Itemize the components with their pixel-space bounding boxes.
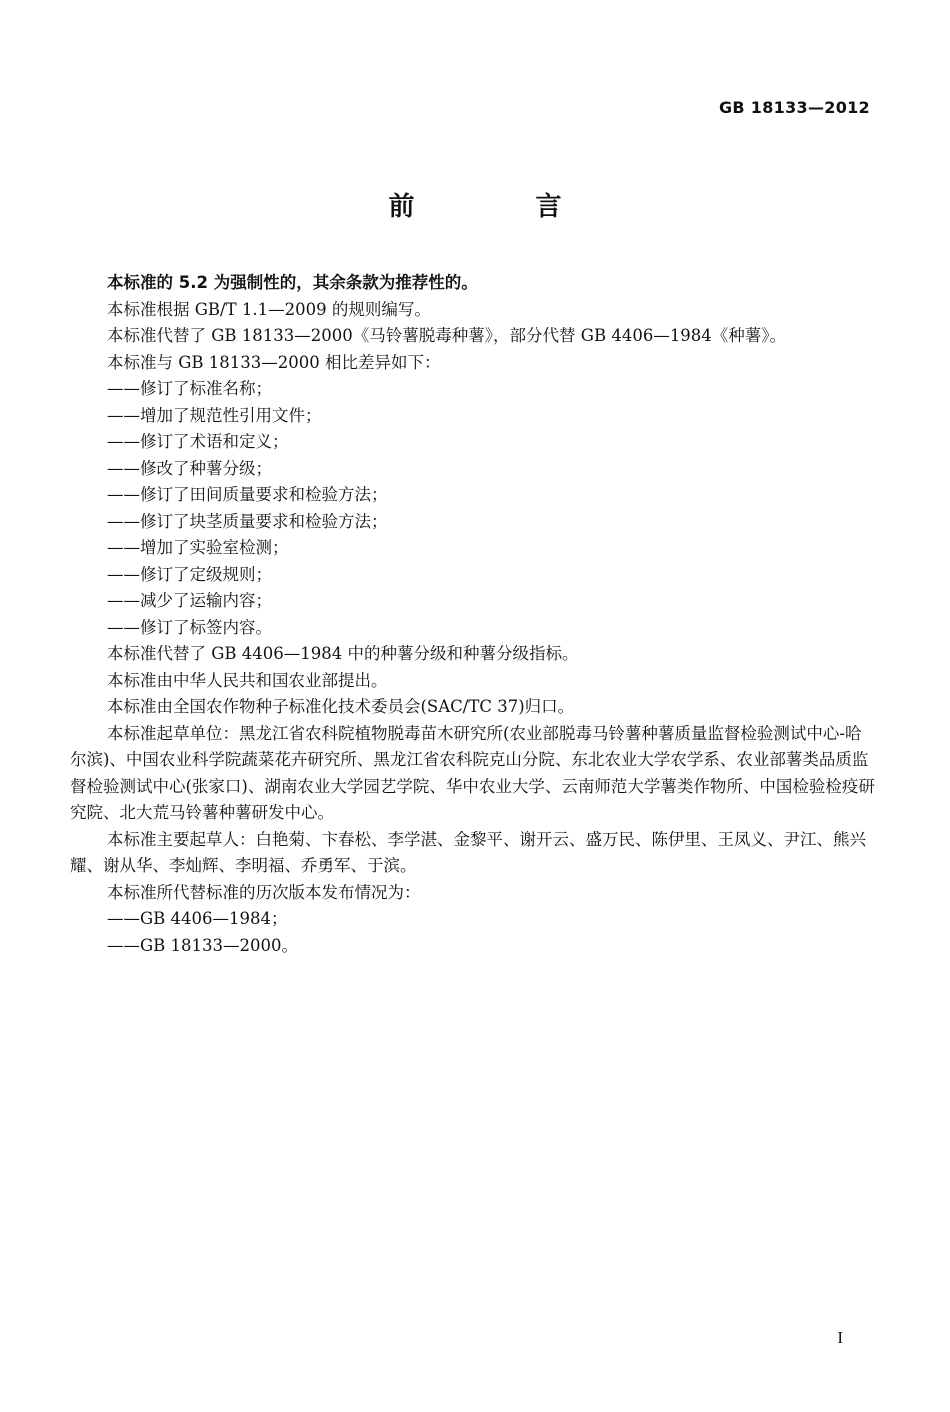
paragraph-under-jurisdiction: 本标准由全国农作物种子标准化技术委员会(SAC/TC 37)归口。 [107,697,575,716]
list-item: ——增加了规范性引用文件； [107,405,322,425]
history-list [70,906,876,959]
list-item: ——修订了术语和定义； [107,432,289,451]
page-title: 前 言 [388,192,618,222]
list-item: ——修订了田间质量要求和检验方法； [107,485,388,504]
paragraph-drafters: 本标准主要起草人：白艳菊、卞春松、李学湛、金黎平、谢开云、盛万民、陈伊里、王凤义、尹江、熊兴耀、谢从华、李灿辉、李明福、乔勇军、于滨。 [70,829,866,875]
list-item: ——修订了定级规则； [107,564,272,584]
list-item: ——GB 18133—2000。 [107,935,299,955]
paragraph-mandatory-clause: 本标准的 5.2 为强制性的，其余条款为推荐性的。 [107,273,478,292]
paragraph-replaces: 本标准代替了 GB 18133—2000《马铃薯脱毒种薯》，部分代替 GB 4406—1984《种薯》。 [107,326,787,345]
paragraph-partial-replacement: 本标准代替了 GB 4406—1984 中的种薯分级和种薯分级指标。 [107,644,579,663]
page-number: I [837,1328,843,1347]
list-item: ——修订了块茎质量要求和检验方法； [107,511,388,531]
paragraph-history-intro: 本标准所代替标准的历次版本发布情况为： [107,882,421,902]
list-item: ——修改了种薯分级； [107,458,272,478]
list-item: ——修订了标签内容。 [107,617,272,637]
list-item: ——修订了标准名称； [107,379,272,398]
paragraph-drafting-units: 本标准起草单位：黑龙江省农科院植物脱毒苗木研究所(农业部脱毒马铃薯种薯质量监督检验测试中心-哈尔滨)、中国农业科学院蔬菜花卉研究所、黑龙江省农科院克山分院、东北农业大学农学系、农业部薯类品质监督检验测试中心(张家口)、湖南农业大学园艺学院、华中农业大学、云南师范大学薯类作物所、中国检验检疫研究院、北大荒马铃薯种薯研发中心。 [70,723,875,822]
differences-list [70,376,876,641]
standard-code: GB 18133—2012 [719,98,870,117]
list-item: ——GB 4406—1984； [107,909,288,928]
paragraph-proposed-by: 本标准由中华人民共和国农业部提出。 [107,670,388,690]
paragraph-drafting-rules: 本标准根据 GB/T 1.1—2009 的规则编写。 [107,299,431,319]
preface-body [70,270,876,959]
list-item: ——减少了运输内容； [107,591,272,610]
list-item: ——增加了实验室检测； [107,538,289,557]
paragraph-differences-intro: 本标准与 GB 18133—2000 相比差异如下： [107,352,441,372]
